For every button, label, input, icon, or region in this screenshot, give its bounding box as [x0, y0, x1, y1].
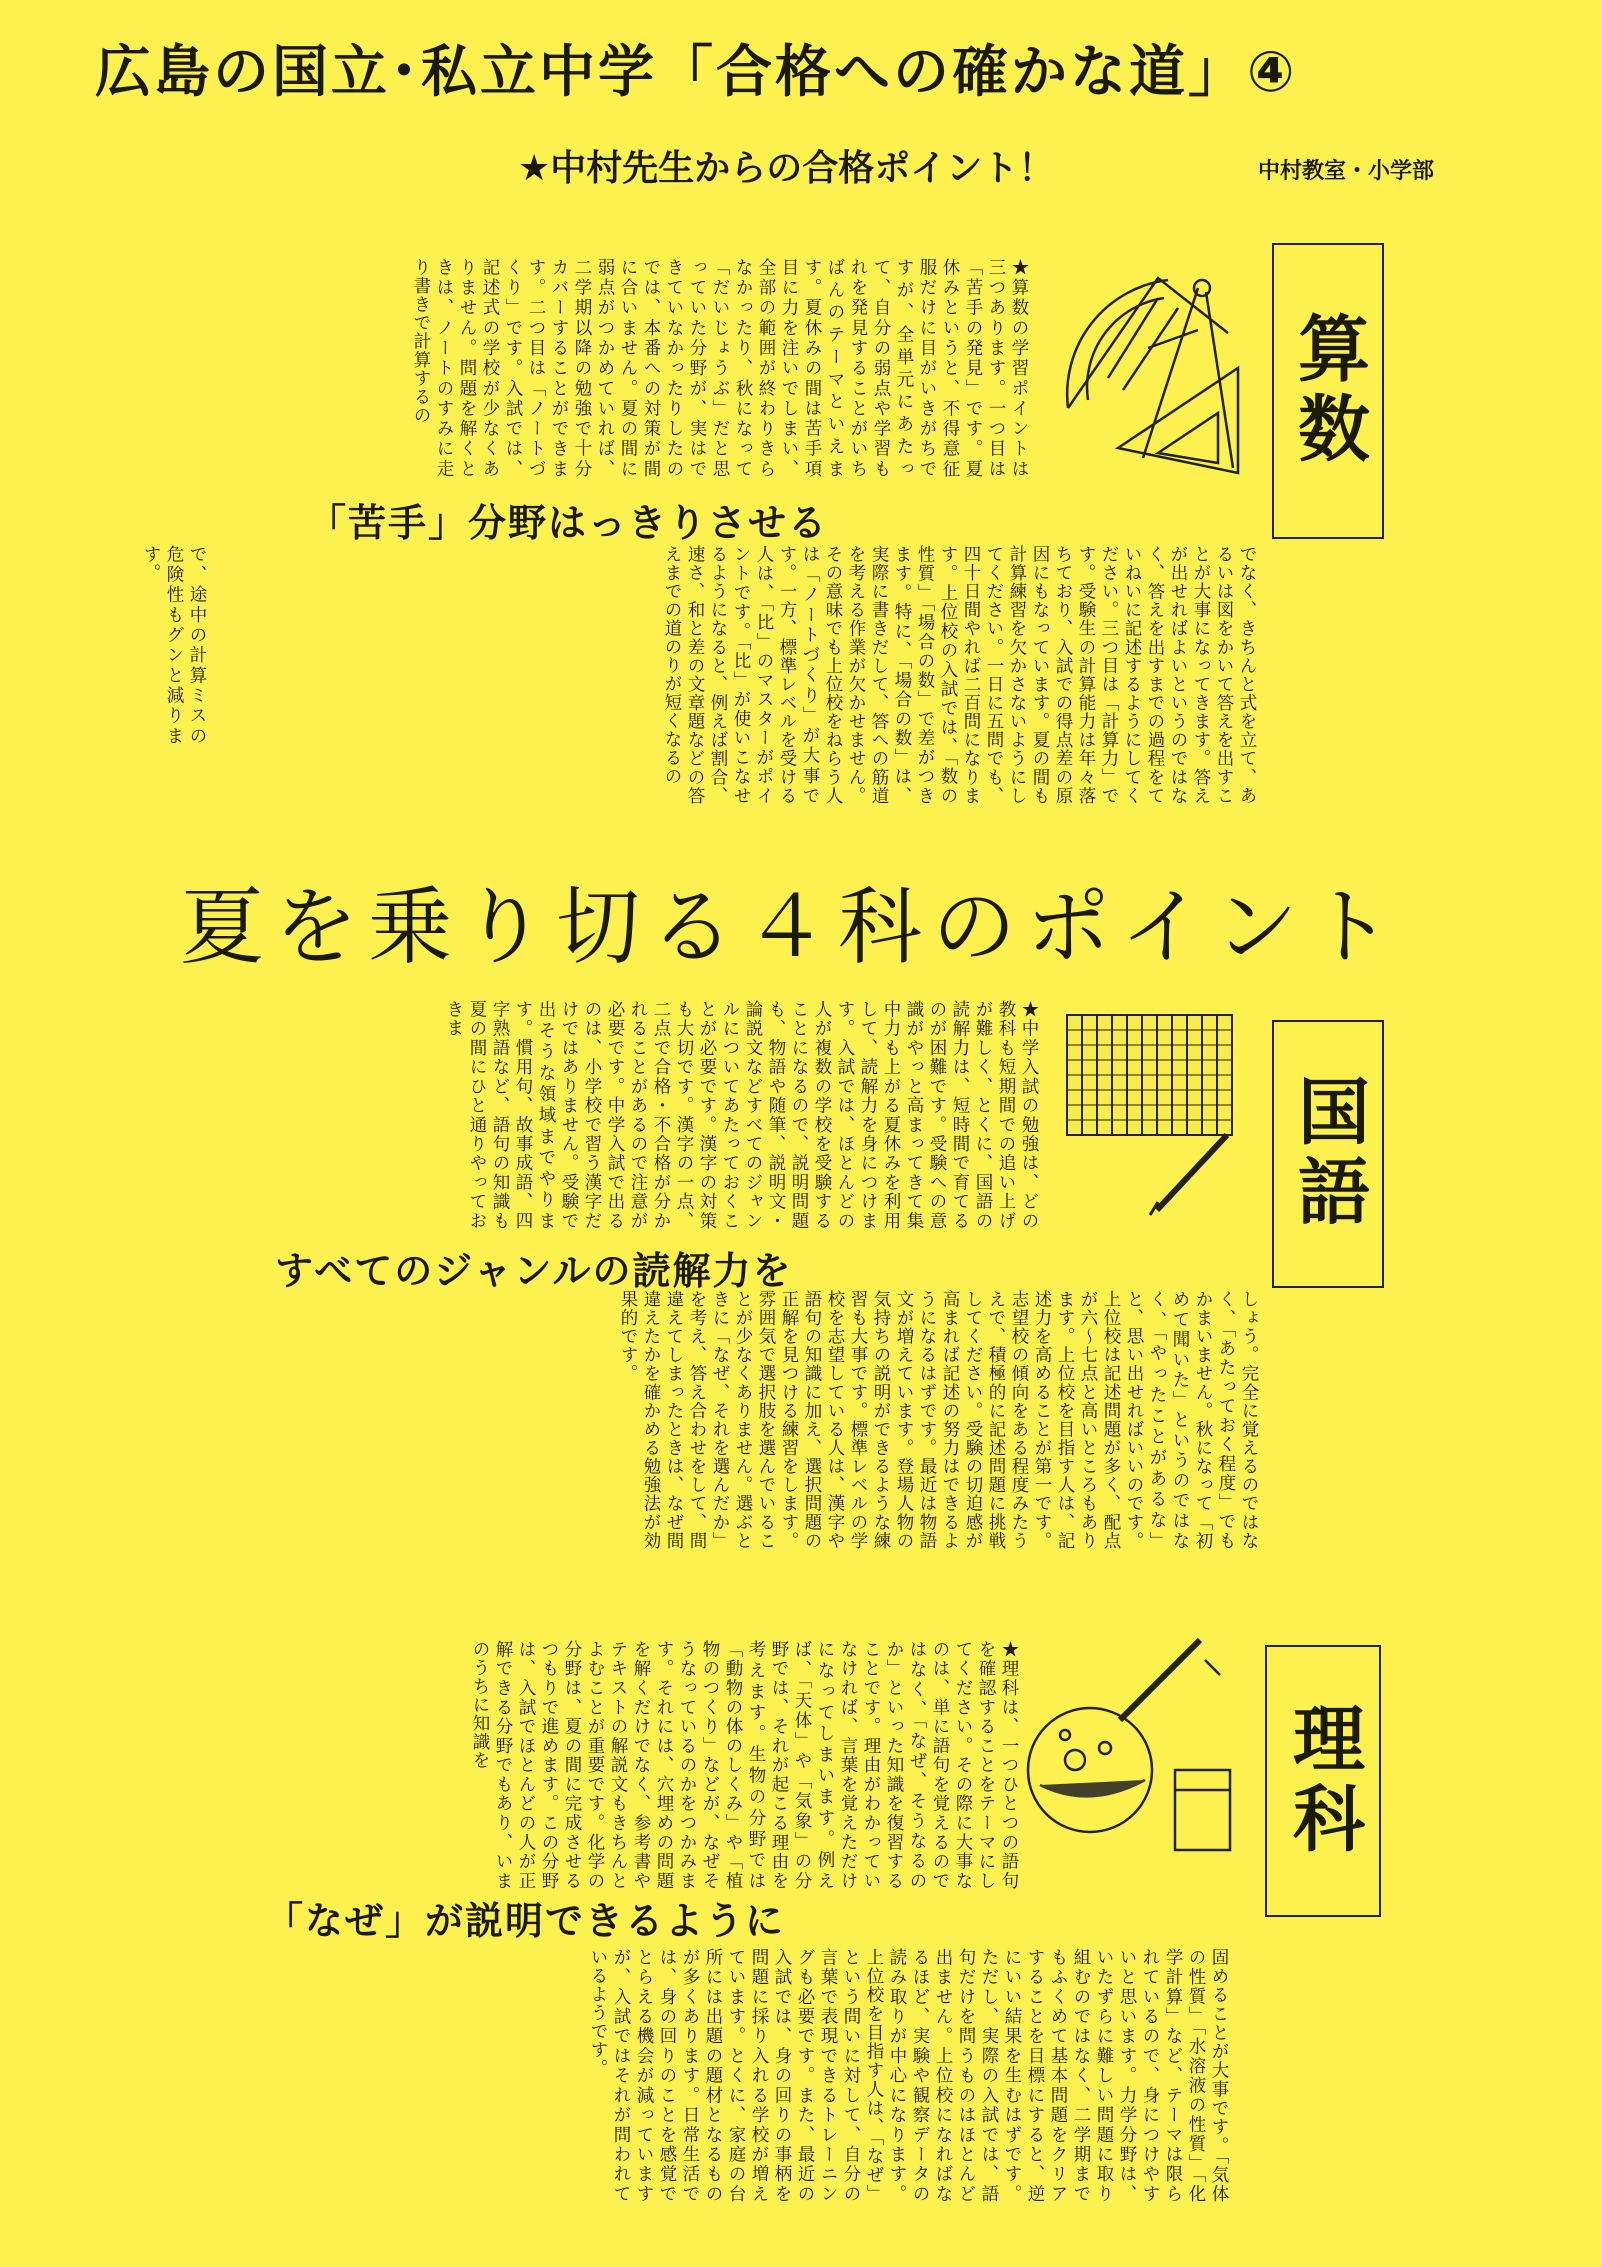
subject-label-japanese: 国語: [1286, 1074, 1370, 1234]
math-tools-illustration: [1048, 258, 1248, 483]
japanese-text-column-a: ★中学入試の勉強は、どの教科も短期間での追い上げが難しく、とくに、国語の読解力は、短時間で育てるのが困難です。受験への意識がやっと高まってきて集中力も上がる夏休みを利用して、読解力を身につけます。入試では、ほとんどの人が複数の学校を受験することになるので、説明問題も、物語や随筆、説明文・論説文などすべてのジャンルについてあたっておくことが必要です。漢字の対策も大切です。漢字の一点、二点で合格・不合格が分かれることがあるので注意が必要です。中学入試で出るのは、小学校で習う漢字だけではありません。受験で出そうな領域までやります。慣用句、故事成語、四字熟語など、語句の知識も夏の間にひと通りやっておきま: [444, 1000, 1039, 1230]
page-subtitle: ★中村先生からの合格ポイント！: [518, 148, 1055, 189]
subject-label-science: 理科: [1281, 1701, 1365, 1861]
page-title: 広島の国立･私立中学「合格への確かな道」④: [95, 40, 1298, 105]
subject-box-math: [1272, 243, 1384, 539]
author-org: 中村教室・小学部: [1258, 159, 1435, 184]
science-text-column-b: 固めることが大事です。「気体の性質」「水溶液の性質」「化学計算」など、テーマは限られているので、身につけやすいと思います。力学分野は、いたずらに難しい問題に取り組むのではなく、二学期までもふくめて基本問題をクリアすることを目標にすると、逆にいい結果を生むはずです。ただし、実際の入試では、語句だけを問うものはほとんど出ません。上位校になればなるほど、実験や観察データの読み取りが中心になります。上位校を目指す人は、「なぜ」という問いに対して、自分の言葉で表現できるトレーニングも必要です。また、最近の入試では、身の回りの事柄を問題に採り入れる学校が増えています。とくに、家庭の台所には出題の題材となるものが多くあります。日常生活では、身の回りのことを感覚でとらえる機会が減っていますが、入試ではそれが問われているようです。: [588, 1948, 1229, 2203]
feature-banner: 夏を乗り切る４科のポイント: [180, 878, 1403, 976]
math-text-column-a: ★算数の学習ポイントは三つあります。一つ目は「苦手の発見」です。夏休みというと、不得意征服だけに目がいきがちですが、全単元にあたって、自分の弱点や学習もれを発見することがいちばんのテーマといえます。夏休みの間は苦手項目に力を注いでしまい、全部の範囲が終わりきらなかったり、秋になって「だいじょうぶ」だと思っていた分野が、実はできていなかったりしたのでは、本番への対策が間に合いません。夏の間に弱点がつかめていれば、二学期以降の勉強で十分カバーすることができます。二つ目は「ノートづくり」です。入試では、記述式の学校が少なくありません。問題を解くときは、ノートのすみに走り書きで計算するの: [411, 258, 1029, 478]
science-text-column-a: ★理科は、一つひとつの語句を確認することをテーマにしてください。その際に大事なのは、単に語句を覚えるのではなく、「なぜ、そうなるのか」といった知識を復習することです。理由がわかっていなければ、言葉を覚えただけになってしまいます。例えば、「天体」や「気象」の分野では、それが起こる理由を考えます。生物の分野では「動物の体のしくみ」や「植物のつくり」などが、なぜそうなっているのかをつかみます。それには、穴埋めの問題を解くだけでなく、参考書やテキストの解説文もきちんとよむことが重要です。化学の分野は、夏の間に完成させるつもりで進めます。この分野は、入試でほとんどの人が正解できる分野でもあり、いまのうちに知識を: [470, 1640, 1019, 1890]
math-text-column-c: でなく、きちんと式を立て、あるいは図をかいて答えを出すことが大事になってきます。答えが出せればよいというのではなく、答えを出すまでの過程をていねいに記述するようにしてください。三つ目は「計算力」です。受験生の計算能力は年々落ちており、入試での得点差の原因にもなっています。夏の間も計算練習を欠かさないようにしてください。一日に五問でも、四十日間やれば二百問になります。上位校の入試では、「数の性質」「場合の数」で差がつきます。特に、「場合の数」は、実際に書きだして、答への筋道を考える作業が欠かせません。その意味でも上位校をねらう人は「ノートづくり」が大事です。一方、標準レベルを受ける人は、「比」のマスターがポイントです。「比」が使いこなせるようになると、例えば割合、速さ、和と差の文章題などの答えまでの道のりが短くなるの: [662, 545, 1257, 805]
subject-box-science: [1265, 1645, 1381, 1917]
math-text-column-b: で、途中の計算ミスの危険性もグンと減ります。: [141, 545, 207, 745]
math-headline: 「苦手」分野はっきりさせる: [308, 501, 829, 545]
subject-box-japanese: [1272, 1020, 1384, 1288]
japanese-text-column-b: しょう。完全に覚えるのではなく、「あたっておく程度」でもかまいません。秋になって「初めて聞いた」というのではなく、「やったことがあるな」と、思い出せればいいのです。上位校は記述問題が多く、配点が六～七点と高いところもあります。上位校を目指す人は、記述力を高めることが第一です。志望校の傾向をある程度みたうえで、積極的に記述問題に挑戦してください。受験の切迫感が高まれば記述の努力はできるようになるはずです。最近は物語文が増えています。登場人物の気持ちの説明ができるような練習も大事です。標準レベルの学校を志望している人は、漢字や語句の知識に加え、選択問題の正解を見つける練習をします。雰囲気で選択肢を選んでいることが少なくありません。選ぶときに「なぜ、それを選んだか」を考え、答え合わせをして、間違えてしまったときは、なぜ間違えたかを確かめる勉強法が効果的です。: [618, 1290, 1259, 1550]
japanese-headline: すべてのジャンルの読解力を: [275, 1249, 793, 1293]
manuscript-paper-illustration: [1062, 1010, 1242, 1220]
flask-illustration: [1020, 1620, 1250, 1860]
subject-label-math: 算数: [1286, 311, 1370, 471]
science-headline: 「なぜ」が説明できるように: [265, 1899, 786, 1943]
